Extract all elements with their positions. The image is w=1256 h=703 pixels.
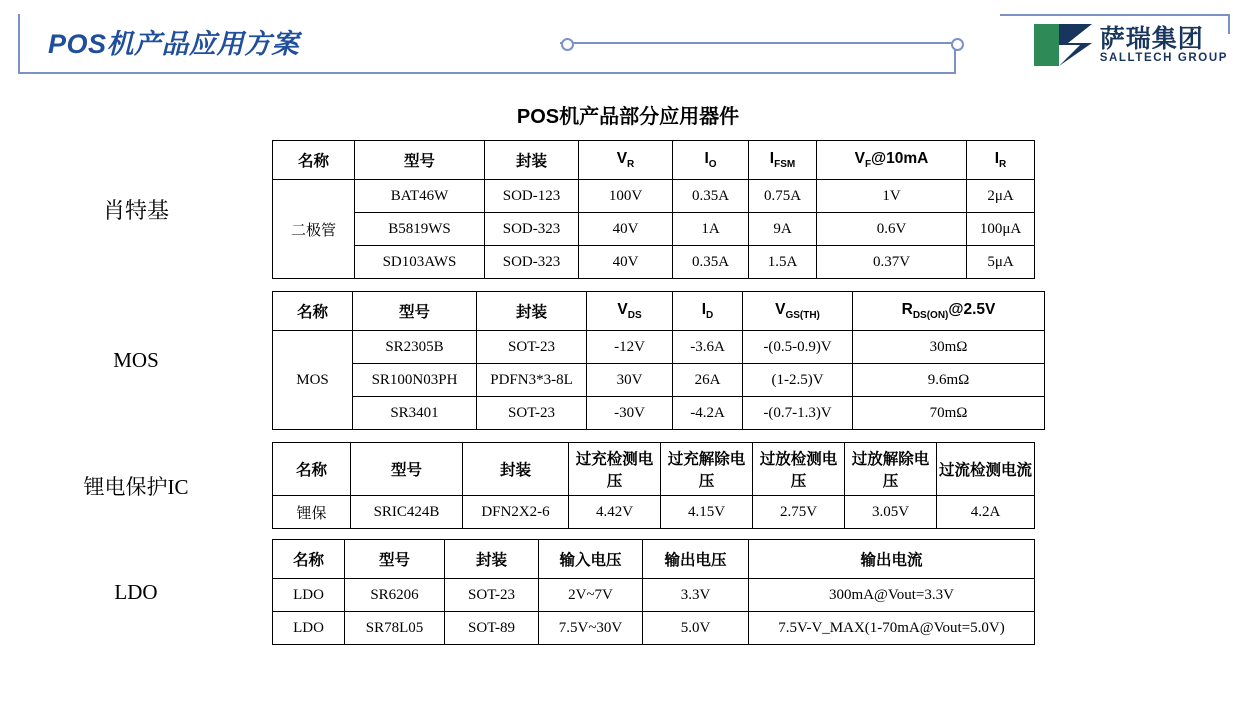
col-header-vf: $V_F@10mA$: [817, 141, 967, 180]
cell-vgsth: -(0.7-1.3)V: [743, 397, 853, 430]
cell-vf: 0.6V: [817, 213, 967, 246]
cell-vf: 0.37V: [817, 246, 967, 279]
header-decor-line-left: [18, 14, 20, 72]
cell-vgsth: (1-2.5)V: [743, 364, 853, 397]
cell-output-voltage: 5.0V: [643, 612, 749, 645]
table-header-row: [273, 443, 1035, 496]
cell-name: LDO: [273, 579, 345, 612]
section-ldo: [0, 539, 1256, 645]
col-header-vds: $V_{DS}$: [587, 292, 673, 331]
col-header-ir: $I_R$: [967, 141, 1035, 180]
cell-package: SOT-23: [477, 397, 587, 430]
table-schottky: [272, 140, 1035, 279]
col-header-overcharge-detect-v: 过充检测电压: [569, 443, 661, 496]
cell-model: B5819WS: [355, 213, 485, 246]
table-header-row: [273, 141, 1035, 180]
cell-package: SOT-23: [445, 579, 539, 612]
cell-id: -3.6A: [673, 331, 743, 364]
col-header-output-current: 输出电流: [749, 540, 1035, 579]
section-table-wrap-schottky: [272, 140, 1256, 279]
section-table-wrap-liion: [272, 442, 1256, 529]
section-label-liion: 锂电保护IC: [83, 474, 189, 499]
table-ldo: [272, 539, 1035, 645]
col-header-ifsm: $I_{FSM}$: [749, 141, 817, 180]
cell-input-voltage: 7.5V~30V: [539, 612, 643, 645]
cell-vr: 40V: [579, 213, 673, 246]
cell-name: LDO: [273, 612, 345, 645]
company-logo: [1034, 24, 1228, 66]
cell-vr: 100V: [579, 180, 673, 213]
col-header-name: 名称: [273, 292, 353, 331]
table-row: [273, 579, 1035, 612]
table-header-row: [273, 292, 1045, 331]
page-header: [0, 0, 1256, 88]
cell-ir: 2μA: [967, 180, 1035, 213]
cell-io: 1A: [673, 213, 749, 246]
cell-io: 0.35A: [673, 246, 749, 279]
col-header-package: 封装: [463, 443, 569, 496]
cell-vr: 40V: [579, 246, 673, 279]
cell-ir: 5μA: [967, 246, 1035, 279]
cell-id: -4.2A: [673, 397, 743, 430]
cell-output-current: 300mA@Vout=3.3V: [749, 579, 1035, 612]
cell-output-current: 7.5V-V_MAX(1-70mA@Vout=5.0V): [749, 612, 1035, 645]
col-header-model: 型号: [351, 443, 463, 496]
cell-model: BAT46W: [355, 180, 485, 213]
content-area: [0, 140, 1256, 645]
cell-rdson: 70mΩ: [853, 397, 1045, 430]
section-schottky: [0, 140, 1256, 279]
cell-package: SOD-123: [485, 180, 579, 213]
col-header-model: 型号: [345, 540, 445, 579]
header-decor-dot-left: [561, 38, 574, 51]
col-header-input-voltage: 输入电压: [539, 540, 643, 579]
col-header-id: $I_D$: [673, 292, 743, 331]
col-header-output-voltage: 输出电压: [643, 540, 749, 579]
table-header-row: [273, 540, 1035, 579]
col-header-overdischarge-detect-v: 过放检测电压: [753, 443, 845, 496]
col-header-io: $I_O$: [673, 141, 749, 180]
cell-package: SOD-323: [485, 213, 579, 246]
cell-model: SD103AWS: [355, 246, 485, 279]
section-table-wrap-ldo: [272, 539, 1256, 645]
col-header-overdischarge-release-v: 过放解除电压: [845, 443, 937, 496]
table-liion: [272, 442, 1035, 529]
section-mos: [0, 291, 1256, 430]
cell-model: SRIC424B: [351, 496, 463, 529]
cell-overdischarge-release-v: 3.05V: [845, 496, 937, 529]
cell-io: 0.35A: [673, 180, 749, 213]
cell-vgsth: -(0.5-0.9)V: [743, 331, 853, 364]
cell-input-voltage: 2V~7V: [539, 579, 643, 612]
table-row: [273, 246, 1035, 279]
content-title: POS机产品部分应用器件: [516, 106, 740, 128]
cell-rdson: 9.6mΩ: [853, 364, 1045, 397]
section-liion-protection: [0, 442, 1256, 529]
cell-ifsm: 1.5A: [749, 246, 817, 279]
cell-package: PDFN3*3-8L: [477, 364, 587, 397]
logo-company-name-en: SALLTECH GROUP: [1099, 52, 1228, 65]
section-label-mos: MOS: [113, 348, 159, 372]
table-row: [273, 397, 1045, 430]
cell-package: DFN2X2-6: [463, 496, 569, 529]
col-header-name: 名称: [273, 443, 351, 496]
col-header-overcharge-release-v: 过充解除电压: [661, 443, 753, 496]
col-header-package: 封装: [485, 141, 579, 180]
cell-group-diode: 二极管: [273, 180, 355, 279]
section-table-wrap-mos: [272, 291, 1256, 430]
cell-ir: 100μA: [967, 213, 1035, 246]
cell-package: SOD-323: [485, 246, 579, 279]
cell-ifsm: 0.75A: [749, 180, 817, 213]
cell-model: SR78L05: [345, 612, 445, 645]
header-decor-line-topright-vert: [1228, 14, 1230, 34]
col-header-vgsth: $V_{GS(TH)}$: [743, 292, 853, 331]
cell-overdischarge-detect-v: 2.75V: [753, 496, 845, 529]
cell-model: SR6206: [345, 579, 445, 612]
section-label-schottky: 肖特基: [102, 198, 169, 223]
col-header-overcurrent-detect-i: 过流检测电流: [937, 443, 1035, 496]
cell-vds: -12V: [587, 331, 673, 364]
col-header-name: 名称: [273, 141, 355, 180]
header-decor-line-top-right: [1000, 14, 1230, 16]
cell-package: SOT-23: [477, 331, 587, 364]
cell-name: 锂保: [273, 496, 351, 529]
col-header-model: 型号: [353, 292, 477, 331]
cell-id: 26A: [673, 364, 743, 397]
cell-output-voltage: 3.3V: [643, 579, 749, 612]
cell-model: SR100N03PH: [353, 364, 477, 397]
cell-overcharge-release-v: 4.15V: [661, 496, 753, 529]
logo-company-name-cn: 萨瑞集团: [1099, 24, 1204, 53]
table-row: [273, 612, 1035, 645]
cell-model: SR2305B: [353, 331, 477, 364]
logo-mark-icon: [1034, 24, 1092, 66]
page-heading: POS机产品应用方案: [48, 29, 300, 59]
col-header-model: 型号: [355, 141, 485, 180]
cell-rdson: 30mΩ: [853, 331, 1045, 364]
cell-ifsm: 9A: [749, 213, 817, 246]
logo-text: [1100, 26, 1228, 64]
table-row: [273, 180, 1035, 213]
cell-vds: -30V: [587, 397, 673, 430]
table-row: [273, 364, 1045, 397]
header-decor-dot-right: [951, 38, 964, 51]
section-label-ldo: LDO: [114, 579, 158, 604]
table-row: [273, 213, 1035, 246]
table-row: [273, 496, 1035, 529]
cell-vds: 30V: [587, 364, 673, 397]
cell-model: SR3401: [353, 397, 477, 430]
header-decor-line-bottom: [18, 72, 954, 74]
cell-package: SOT-89: [445, 612, 539, 645]
cell-group-mos: MOS: [273, 331, 353, 430]
col-header-name: 名称: [273, 540, 345, 579]
col-header-package: 封装: [445, 540, 539, 579]
table-mos: [272, 291, 1045, 430]
col-header-vr: $V_R$: [579, 141, 673, 180]
col-header-package: 封装: [477, 292, 587, 331]
cell-overcharge-detect-v: 4.42V: [569, 496, 661, 529]
cell-vf: 1V: [817, 180, 967, 213]
table-row: [273, 331, 1045, 364]
col-header-rdson: $R_{DS(ON)}@2.5V$: [853, 292, 1045, 331]
header-decor-line-middle: [560, 42, 960, 44]
cell-overcurrent-detect-i: 4.2A: [937, 496, 1035, 529]
